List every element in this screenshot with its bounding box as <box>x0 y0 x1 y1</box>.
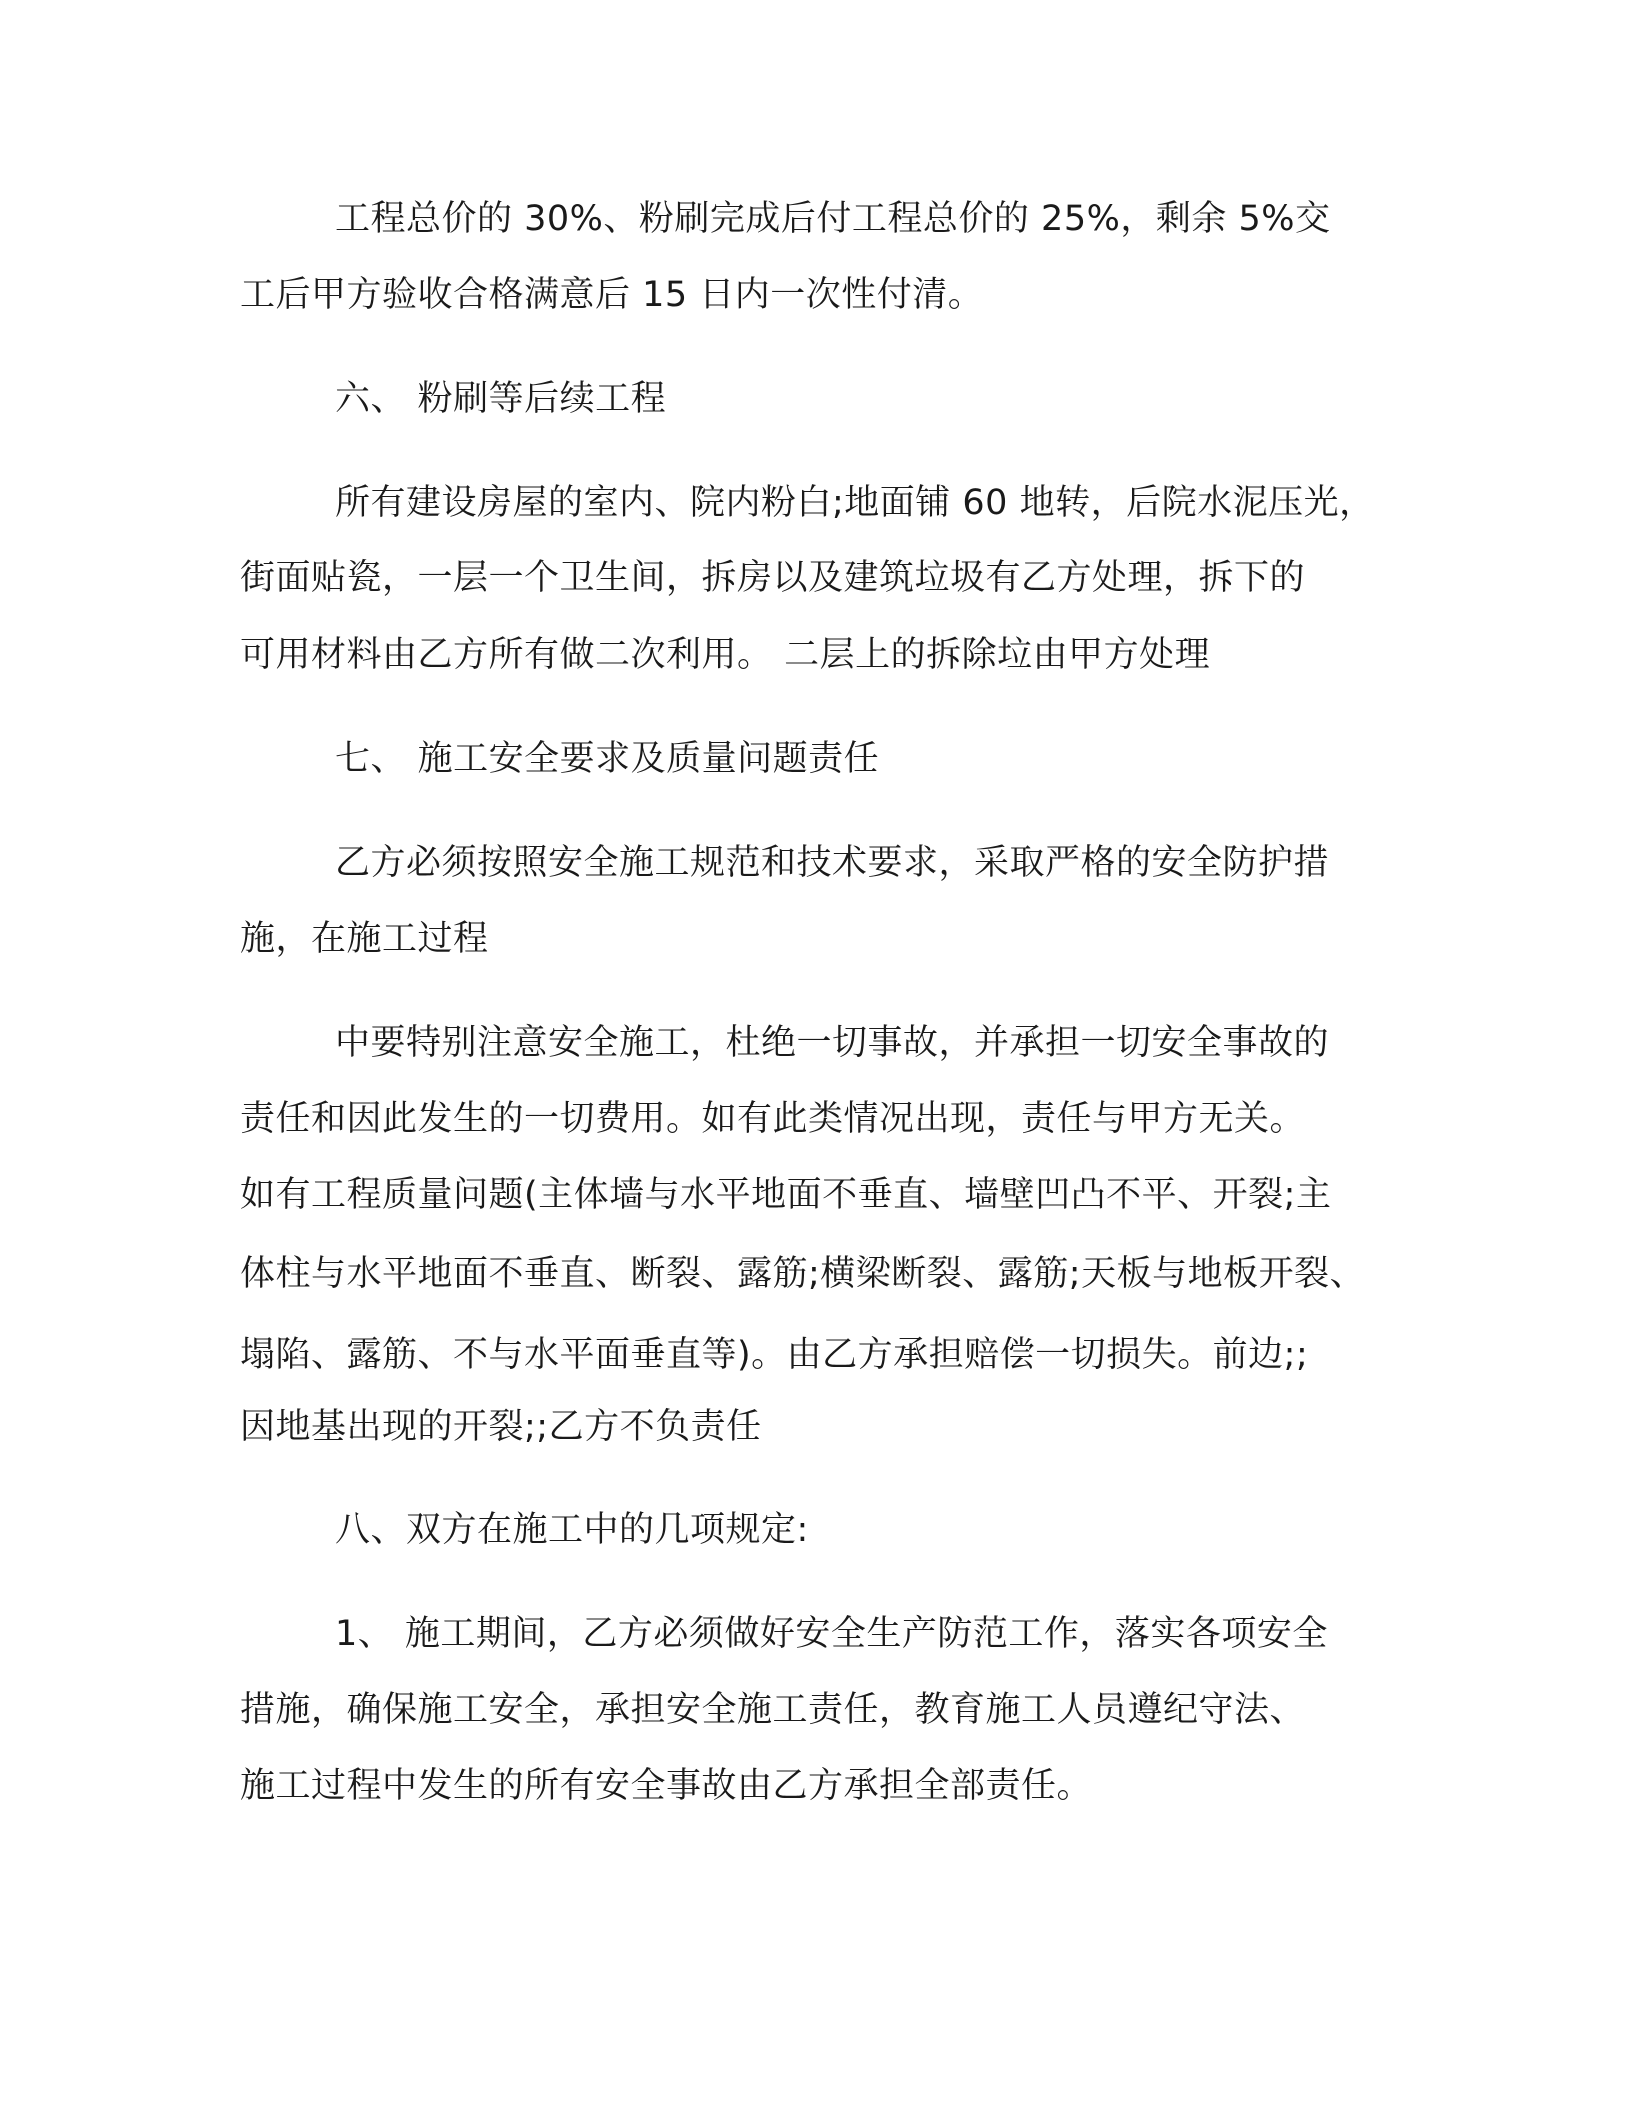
paragraph-line: 乙方必须按照安全施工规范和技术要求，采取严格的安全防护措 <box>335 843 1330 883</box>
paragraph-line: 如有工程质量问题(主体墙与水平地面不垂直、墙壁凹凸不平、开裂;主 <box>240 1175 1332 1215</box>
paragraph-line: 措施，确保施工安全，承担安全施工责任，教育施工人员遵纪守法、 <box>240 1690 1306 1730</box>
paragraph-line: 所有建设房屋的室内、院内粉白;地面铺 60 地转，后院水泥压光， <box>335 483 1375 523</box>
paragraph-line: 工后甲方验收合格满意后 15 日内一次性付清。 <box>240 275 984 315</box>
paragraph-line: 施，在施工过程 <box>240 919 489 959</box>
section-heading-6: 六、 粉刷等后续工程 <box>335 379 667 419</box>
section-heading-7: 七、 施工安全要求及质量问题责任 <box>335 739 880 779</box>
paragraph-line: 工程总价的 30%、粉刷完成后付工程总价的 25%，剩余 5%交 <box>335 199 1331 239</box>
paragraph-line: 责任和因此发生的一切费用。如有此类情况出现，责任与甲方无关。 <box>240 1099 1306 1139</box>
paragraph-line: 1、 施工期间，乙方必须做好安全生产防范工作，落实各项安全 <box>335 1614 1328 1654</box>
section-heading-8: 八、双方在施工中的几项规定: <box>335 1510 809 1550</box>
paragraph-line: 街面贴瓷，一层一个卫生间，拆房以及建筑垃圾有乙方处理，拆下的 <box>240 558 1306 598</box>
paragraph-line: 塌陷、露筋、不与水平面垂直等)。由乙方承担赔偿一切损失。前边;; <box>240 1335 1309 1375</box>
paragraph-line: 施工过程中发生的所有安全事故由乙方承担全部责任。 <box>240 1766 1093 1806</box>
paragraph-line: 可用材料由乙方所有做二次利用。 二层上的拆除垃由甲方处理 <box>240 635 1211 675</box>
paragraph-line: 中要特别注意安全施工，杜绝一切事故，并承担一切安全事故的 <box>335 1023 1330 1063</box>
paragraph-line: 体柱与水平地面不垂直、断裂、露筋;横梁断裂、露筋;天板与地板开裂、 <box>240 1254 1366 1294</box>
paragraph-line: 因地基出现的开裂;;乙方不负责任 <box>240 1407 762 1447</box>
